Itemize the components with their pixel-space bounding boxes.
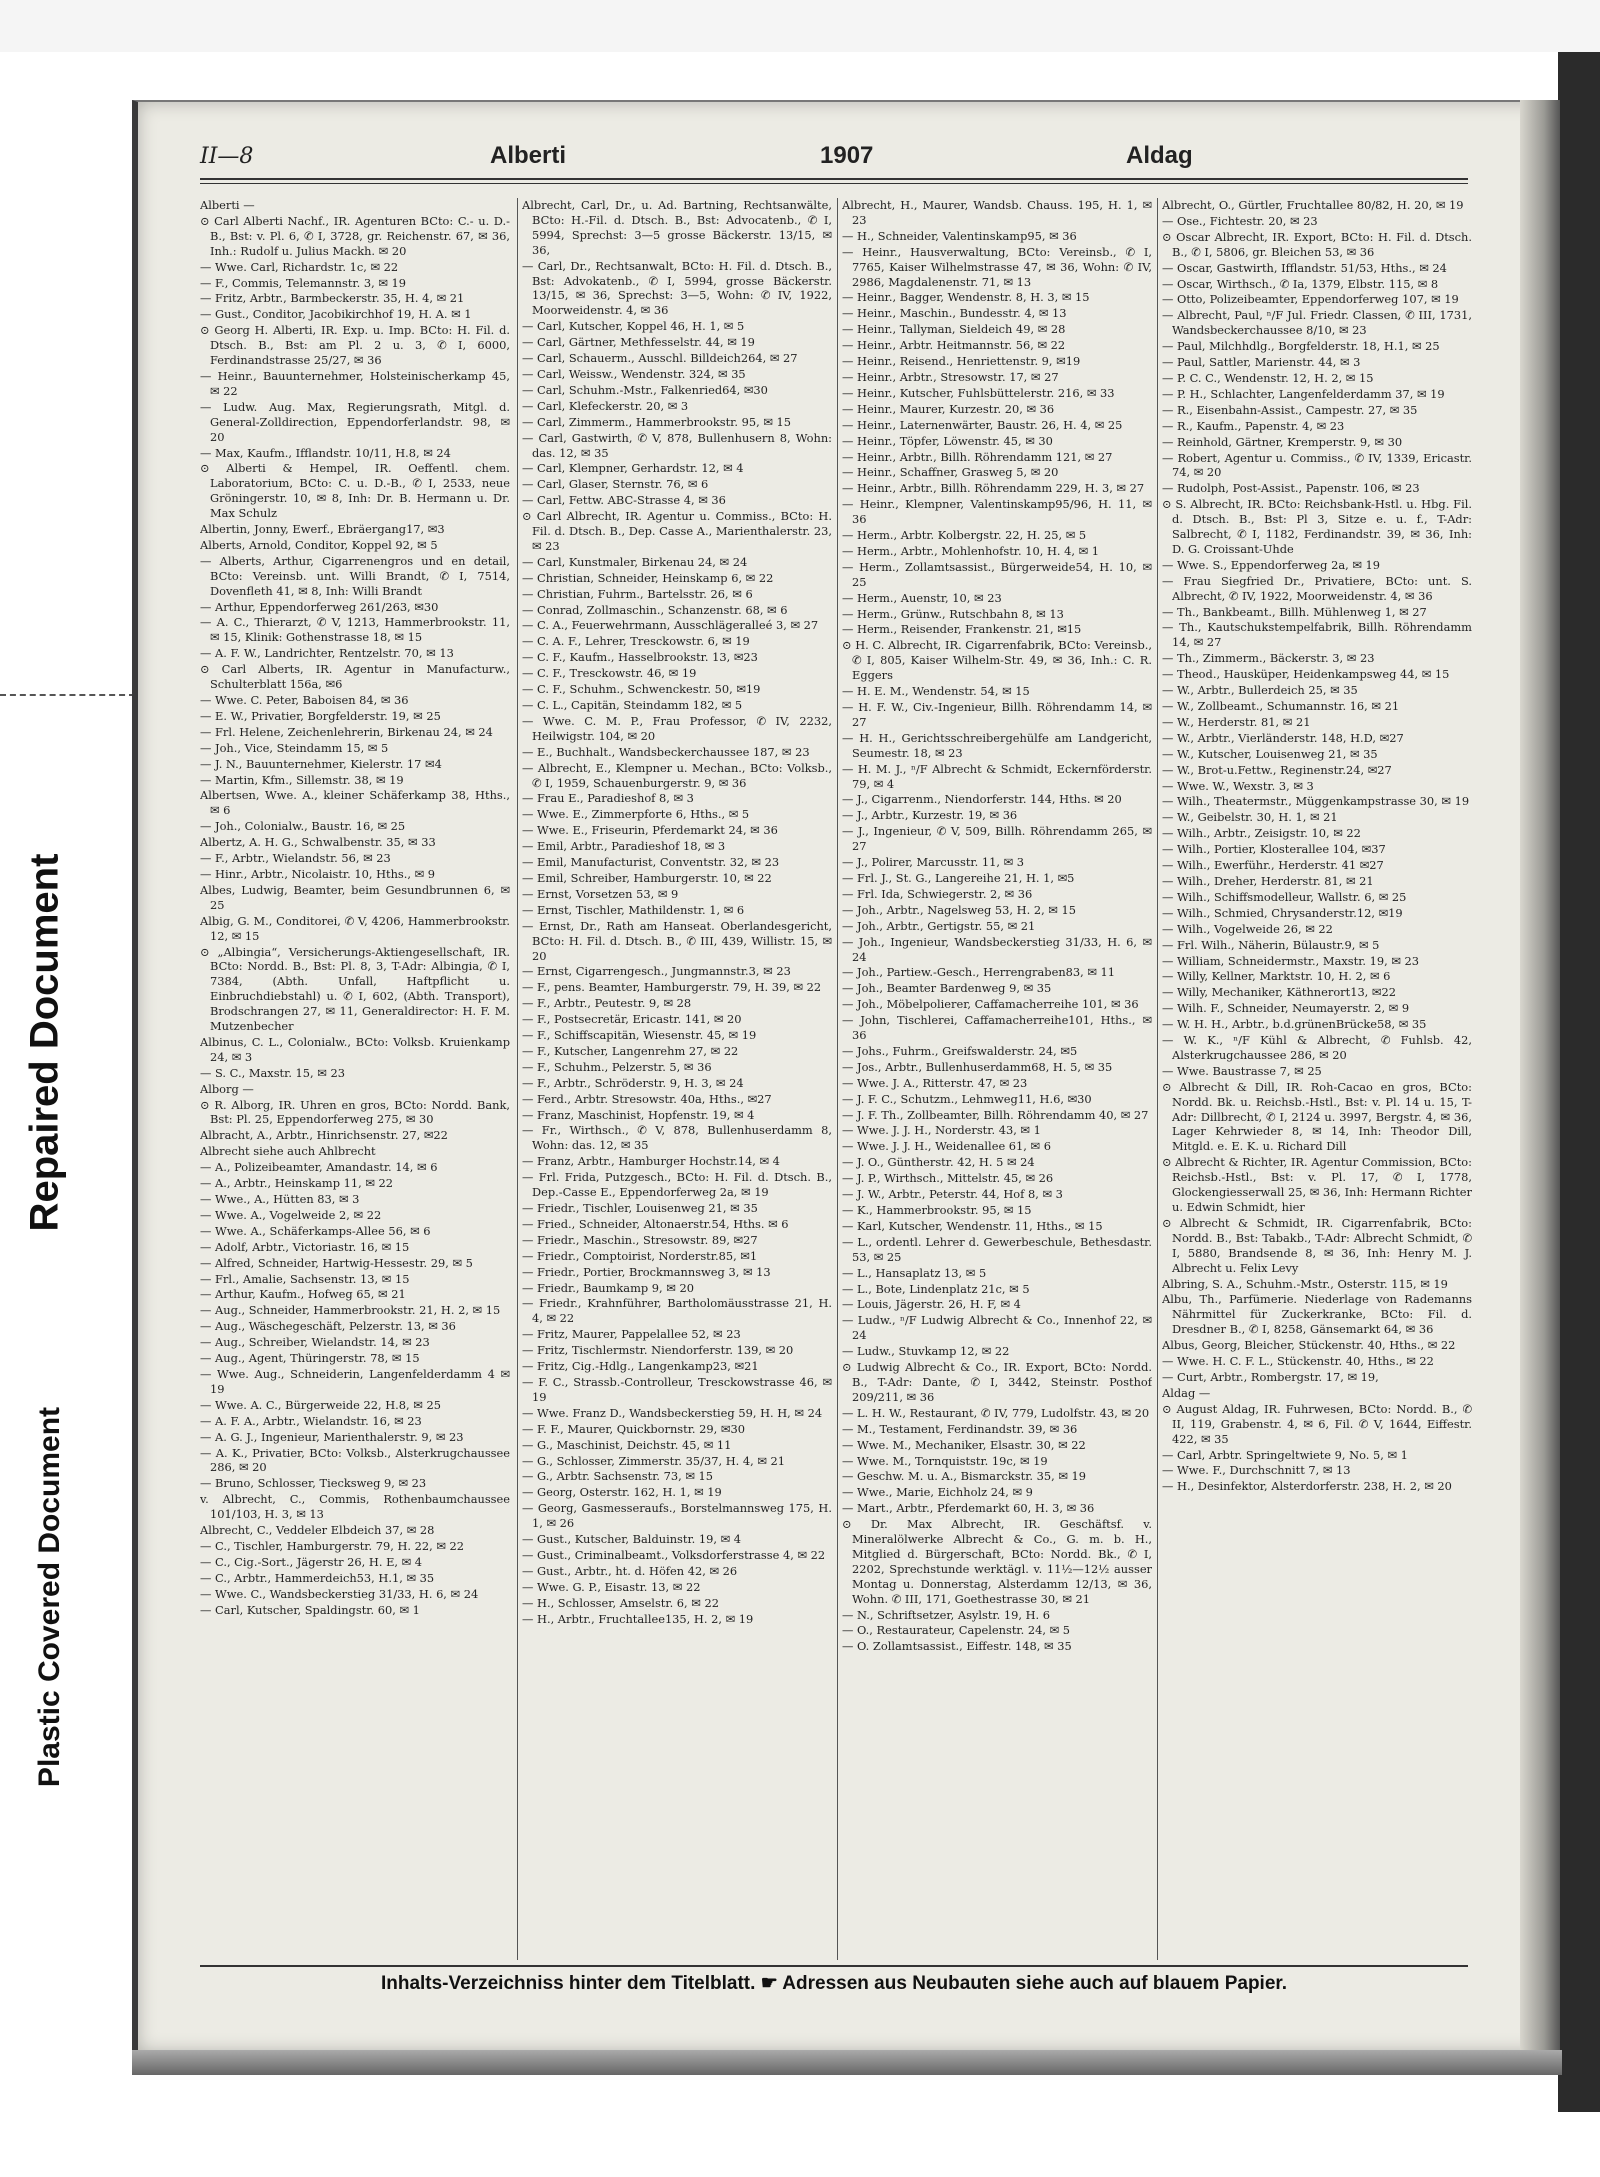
directory-entry: — F., Commis, Telemannstr. 3, ✉ 19 [200,275,407,290]
directory-entry: — Aug., Agent, Thüringerstr. 78, ✉ 15 [200,1351,420,1366]
directory-entry: — Heinr., Tallyman, Sieldeich 49, ✉ 28 [842,322,1066,337]
directory-entry: — O., Restaurateur, Capelenstr. 24, ✉ 5 [842,1623,1070,1638]
directory-entry: ⊙ H. C. Albrecht, IR. Cigarrenfabrik, BCto: Vereinsb., ✆ I, 805, Kaiser Wilhelm-Str. 49, ✉ 36, Inh.: C. R. Eggers [842,638,1152,683]
directory-entry: ⊙ Albrecht & Richter, IR. Agentur Commission, BCto: Reichsb.-Hstl., Bst: v. Pl. 17, ✆ I, 1778, Glockengiesserwall 25, ✉ 36, Inh: Hermann Richter u. Edwin Schmidt, hier [1162,1155,1472,1214]
directory-entry: — Fritz, Tischlermstr. Niendorferstr. 139, ✉ 20 [522,1343,794,1358]
scan-background-top [0,0,1600,52]
directory-entry: Albrecht, H., Maurer, Wandsb. Chauss. 195, H. 1, ✉ 23 [842,198,1152,227]
directory-entry: — Th., Kautschukstempelfabrik, Billh. Röhrendamm 14, ✉ 27 [1162,620,1472,650]
directory-entry: — Frl. Wilh., Näherin, Bülaustr.9, ✉ 5 [1162,937,1380,952]
directory-entry: — W., Kutscher, Louisenweg 21, ✉ 35 [1162,746,1378,761]
directory-entry: Albertz, A. H. G., Schwalbenstr. 35, ✉ 33 [200,835,436,850]
directory-entry: — Ernst, Dr., Rath am Hanseat. Oberlandesgericht, BCto: H. Fil. d. Dtsch. B., ✆ III, 439, Willistr. 15, ✉ 20 [522,918,832,963]
directory-entry: Albes, Ludwig, Beamter, beim Gesundbrunnen 6, ✉ 25 [200,882,510,912]
directory-entry: — A. F. W., Landrichter, Rentzelstr. 70, ✉ 13 [200,646,454,661]
directory-entry: — Heinr., Kutscher, Fuhlsbüttelerstr. 216, ✉ 33 [842,385,1115,400]
directory-entry: — Wwe. J. A., Ritterstr. 47, ✉ 23 [842,1075,1028,1090]
directory-entry: — Gust., Conditor, Jacobikirchhof 19, H. A. ✉ 1 [200,307,472,322]
directory-entry: — Ludw., Stuvkamp 12, ✉ 22 [842,1344,1010,1359]
directory-entry: — Arthur, Kaufm., Hofweg 65, ✉ 21 [200,1287,406,1302]
directory-entry: — L., Hansaplatz 13, ✉ 5 [842,1265,987,1280]
directory-entry: — Wwe., Marie, Eichholz 24, ✉ 9 [842,1485,1033,1500]
directory-entry: — Emil, Manufacturist, Conventstr. 32, ✉ 23 [522,855,780,870]
directory-entry: — Fr., Wirthsch., ✆ V, 878, Bullenhuserdamm 8, Wohn: das. 12, ✉ 35 [522,1123,832,1153]
directory-entry: — Alfred, Schneider, Hartwig-Hessestr. 29, ✉ 5 [200,1255,473,1270]
directory-entry: ⊙ Alberti & Hempel, IR. Oeffentl. chem. Laboratorium, BCto: C. u. D.-B., ✆ I, 2533, neue Gröningerstr. 10, ✉ 8, Inh: Dr. B. Hermann u. Dr. Max Schulz [200,461,510,521]
directory-entry: — Frl. Helene, Zeichenlehrerin, Birkenau 24, ✉ 24 [200,724,493,739]
directory-entry: — H. F. W., Civ.-Ingenieur, Billh. Röhrendamm 14, ✉ 27 [842,700,1152,729]
directory-entry: — Georg, Osterstr. 162, H. 1, ✉ 19 [522,1485,722,1500]
directory-entry: Albrecht, C., Veddeler Elbdeich 37, ✉ 28 [200,1523,435,1538]
directory-entry: — Albrecht, E., Klempner u. Mechan., BCto: Volksb., ✆ I, 1959, Schauenburgerstr. 9, ✉ 36 [522,760,832,790]
directory-entry: — Ernst, Cigarrengesch., Jungmannstr.3, ✉ 23 [522,964,791,979]
directory-entry: — Wilh., Vogelweide 26, ✉ 22 [1162,921,1333,936]
footer-rule [200,1965,1468,1967]
directory-entry: — Martin, Kfm., Sillemstr. 38, ✉ 19 [200,772,404,787]
directory-entry: — A., Polizeibeamter, Amandastr. 14, ✉ 6 [200,1160,438,1175]
directory-entry: — Heinr., Maschin., Bundesstr. 4, ✉ 13 [842,306,1067,321]
directory-entry: — F., Arbtr., Wielandstr. 56, ✉ 23 [200,851,391,866]
directory-entry: — G., Schlosser, Zimmerstr. 35/37, H. 4, ✉ 21 [522,1453,786,1468]
directory-entry: — Heinr., Arbtr., Billh. Röhrendamm 229, H. 3, ✉ 27 [842,481,1145,496]
directory-entry: — Frl., Amalie, Sachsenstr. 13, ✉ 15 [200,1271,410,1286]
directory-entry: — Oscar, Gastwirth, Ifflandstr. 51/53, Hths., ✉ 24 [1162,260,1447,275]
directory-entry: — F., Postsecretär, Ericastr. 141, ✉ 20 [522,1012,742,1027]
directory-entry: ⊙ Carl Albrecht, IR. Agentur u. Commiss., BCto: H. Fil. d. Dtsch. B., Dep. Casse A., Marienthalerstr. 23, ✉ 23 [522,509,832,553]
directory-entry: Albertsen, Wwe. A., kleiner Schäferkamp 38, Hths., ✉ 6 [200,788,510,818]
directory-entry: — Willy, Kellner, Marktstr. 10, H. 2, ✉ 6 [1162,969,1391,984]
directory-column-2 [522,198,832,1958]
directory-entry: — Carl, Kutscher, Koppel 46, H. 1, ✉ 5 [522,319,745,334]
directory-entry: ⊙ Ludwig Albrecht & Co., IR. Export, BCto: Nordd. B., T-Adr: Dante, ✆ I, 3442, Steinstr. Posthof 209/211, ✉ 36 [842,1360,1152,1404]
directory-entry: — C. F., Schuhm., Schwenckestr. 50, ✉19 [522,682,761,697]
label-plastic-covered-document: Plastic Covered Document [33,1406,66,1788]
directory-entry: — H., Schneider, Valentinskamp95, ✉ 36 [842,228,1077,243]
directory-entry: — Herm., Zollamtsassist., Bürgerweide54, H. 10, ✉ 25 [842,559,1152,589]
directory-entry: — Wwe. Aug., Schneiderin, Langenfelderdamm 4 ✉ 19 [200,1366,510,1396]
directory-entry: — Wwe. M., Mechaniker, Elsastr. 30, ✉ 22 [842,1437,1086,1452]
directory-entry: — F., Arbtr., Schröderstr. 9, H. 3, ✉ 24 [522,1075,744,1090]
directory-entry: — John, Tischlerei, Caffamacherreihe101, Hths., ✉ 36 [842,1013,1152,1043]
directory-entry: — Wwe. A., Schäferkamps-Allee 56, ✉ 6 [200,1223,431,1238]
directory-entry: — R., Eisenbahn-Assist., Campestr. 27, ✉ 35 [1162,402,1418,417]
directory-entry: — J., Polirer, Marcusstr. 11, ✉ 3 [842,855,1024,870]
directory-entry: — C., Tischler, Hamburgerstr. 79, H. 22, ✉ 22 [200,1538,465,1553]
directory-entry: — Ernst, Vorsetzen 53, ✉ 9 [522,886,679,901]
directory-entry: Alborg — [200,1081,254,1096]
directory-entry: — W., Zollbeamt., Schumannstr. 16, ✉ 21 [1162,699,1400,713]
directory-entry: — Fritz, Cig.-Hdlg., Langenkamp23, ✉21 [522,1359,759,1374]
directory-entry: — J. W., Arbtr., Peterstr. 44, Hof 8, ✉ 3 [842,1187,1063,1202]
directory-entry: — G., Maschinist, Deichstr. 45, ✉ 11 [522,1437,732,1452]
directory-column-1 [200,198,510,1958]
directory-entry: Albig, G. M., Conditorei, ✆ V, 4206, Hammerbrookstr. 12, ✉ 15 [200,913,510,943]
directory-entry: — N., Schriftsetzer, Asylstr. 19, H. 6 [842,1607,1051,1622]
directory-entry: — Friedr., Baumkamp 9, ✉ 20 [522,1280,694,1295]
directory-entry: — Wwe. E., Zimmerpforte 6, Hths., ✉ 5 [522,807,750,822]
directory-entry: — Bruno, Schlosser, Tiecksweg 9, ✉ 23 [200,1476,427,1491]
directory-entry: — Otto, Polizeibeamter, Eppendorferweg 107, ✉ 19 [1162,292,1459,307]
directory-entry: — Wwe. E., Friseurin, Pferdemarkt 24, ✉ 36 [522,823,778,838]
directory-entry: — Franz, Arbtr., Hamburger Hochstr.14, ✉ 4 [522,1154,780,1169]
directory-entry: — E., Buchhalt., Wandsbeckerchaussee 187, ✉ 23 [522,744,810,759]
directory-entry: — M., Testament, Ferdinandstr. 39, ✉ 36 [842,1421,1078,1436]
directory-entry: — Wwe. F., Durchschnitt 7, ✉ 13 [1162,1463,1351,1478]
directory-entry: — Wilh., Schiffsmodelleur, Wallstr. 6, ✉ 25 [1162,889,1407,904]
directory-entry: — Frau E., Paradieshof 8, ✉ 3 [522,791,694,806]
directory-entry: — Carl, Gärtner, Methfesselstr. 44, ✉ 19 [522,335,755,350]
directory-entry: — Heinr., Schaffner, Grasweg 5, ✉ 20 [842,465,1059,480]
directory-entry: — Carl, Weissw., Wendenstr. 324, ✉ 35 [522,366,746,381]
directory-entry: — Paul, Sattler, Marienstr. 44, ✉ 3 [1162,355,1361,370]
directory-entry: — Joh., Arbtr., Gertigstr. 55, ✉ 21 [842,918,1036,933]
header-year: 1907 [820,142,874,169]
directory-entry: — R., Kaufm., Papenstr. 4, ✉ 23 [1162,418,1345,433]
directory-entry: — Johs., Fuhrm., Greifswalderstr. 24, ✉5 [842,1043,1078,1058]
directory-entry: ⊙ S. Albrecht, IR. BCto: Reichsbank-Hstl. u. Hbg. Fil. d. Dtsch. B., Bst: Pl 3, Sitze e. u. f., T-Adr: Salbrecht, ✆ I, 1182, Ferdinandstr. 39, ✉ 36, Inh: D. G. Croissant-Uhde [1162,497,1472,556]
header-last-entry: Aldag [1126,142,1193,169]
directory-entry: — Heinr., Klempner, Valentinskamp95/96, H. 11, ✉ 36 [842,497,1152,527]
directory-entry: ⊙ August Aldag, IR. Fuhrwesen, BCto: Nordd. B., ✆ II, 119, Grabenstr. 4, ✉ 6, Fil. ✆ V, 1644, Eiffestr. 422, ✉ 35 [1162,1401,1472,1446]
directory-entry: — Wilh., Ewerführ., Herderstr. 41 ✉27 [1162,858,1384,873]
directory-entry: — W. H. H., Arbtr., b.d.grünenBrücke58, ✉ 35 [1162,1017,1427,1032]
directory-entry: — A., Arbtr., Heinskamp 11, ✉ 22 [200,1176,393,1191]
directory-entry: — Frau Siegfried Dr., Privatiere, BCto: unt. S. Albrecht, ✆ IV, 1922, Moorweidenstr. 4, ✉ 36 [1162,573,1472,603]
directory-entry: — Aug., Schreiber, Wielandstr. 14, ✉ 23 [200,1335,430,1350]
directory-entry: — Th., Bankbeamt., Billh. Mühlenweg 1, ✉ 27 [1162,604,1427,619]
directory-columns [200,198,1472,1958]
directory-entry: — L., Bote, Lindenplatz 21c, ✉ 5 [842,1281,1030,1296]
directory-entry: Alberts, Arnold, Conditor, Koppel 92, ✉ 5 [200,537,438,552]
directory-entry: ⊙ Carl Alberti Nachf., IR. Agenturen BCto: C.- u. D.-B., Bst: v. Pl. 6, ✆ I, 3728, gr. Reichenstr. 67, ✉ 36, Inh.: Rudolf u. Julius Mackh. ✉ 20 [200,213,510,258]
directory-entry: — Ernst, Tischler, Mathildenstr. 1, ✉ 6 [522,902,745,917]
directory-entry: — Friedr., Portier, Brockmannsweg 3, ✉ 13 [522,1264,771,1279]
directory-entry: — Franz, Maschinist, Hopfenstr. 19, ✉ 4 [522,1107,755,1122]
directory-entry: — Aug., Schneider, Hammerbrookstr. 21, H. 2, ✉ 15 [200,1303,501,1318]
directory-entry: — J. F. C., Schutzm., Lehmweg11, H.6, ✉30 [842,1091,1092,1106]
directory-entry: — F., Kutscher, Langenrehm 27, ✉ 22 [522,1043,739,1058]
directory-entry: — Oscar, Wirthsch., ✆ Ia, 1379, Elbstr. 115, ✉ 8 [1162,276,1439,291]
page-number: II—8 [200,144,254,169]
directory-entry: — Christian, Schneider, Heinskamp 6, ✉ 22 [522,570,774,585]
directory-entry: — Wwe. Baustrasse 7, ✉ 25 [1162,1063,1322,1078]
directory-entry: — Wwe. H. C. F. L., Stückenstr. 40, Hths., ✉ 22 [1162,1354,1434,1369]
directory-entry: — Wwe. G. P., Eisastr. 13, ✉ 22 [522,1579,701,1594]
directory-entry: — Carl, Zimmerm., Hammerbrookstr. 95, ✉ 15 [522,414,791,429]
directory-entry: — F. C., Strassb.-Controlleur, Tresckowstrasse 46, ✉ 19 [522,1374,832,1404]
directory-entry: — F., pens. Beamter, Hamburgerstr. 79, H. 39, ✉ 22 [522,980,822,995]
directory-entry: — G., Arbtr. Sachsenstr. 73, ✉ 15 [522,1469,714,1484]
directory-entry: — Joh., Ingenieur, Wandsbeckerstieg 31/33, H. 6, ✉ 24 [842,934,1152,964]
directory-entry: — Heinr., Bagger, Wendenstr. 8, H. 3, ✉ 15 [842,290,1090,305]
directory-entry: — H., Schlosser, Amselstr. 6, ✉ 22 [522,1595,719,1610]
directory-entry: ⊙ R. Alborg, IR. Uhren en gros, BCto: Nordd. Bank, Bst: Pl. 25, Eppendorferweg 275, ✉ 30 [200,1097,510,1127]
directory-entry: — L. H. W., Restaurant, ✆ IV, 779, Ludolfstr. 43, ✉ 20 [842,1405,1150,1420]
directory-entry: — W., Arbtr., Vierländerstr. 148, H.D, ✉27 [1162,730,1404,745]
directory-entry: — Frl. Ida, Schwiegerstr. 2, ✉ 36 [842,886,1033,901]
directory-entry: — Paul, Milchhdlg., Borgfelderstr. 18, H.1, ✉ 25 [1162,339,1440,354]
directory-entry: — Wwe. S., Eppendorferweg 2a, ✉ 19 [1162,557,1381,572]
directory-entry: — W., Geibelstr. 30, H. 1, ✉ 21 [1162,810,1338,825]
directory-entry: ⊙ Carl Alberts, IR. Agentur in Manufacturw., Schulterblatt 156a, ✉6 [200,662,510,692]
directory-entry: Albrecht, O., Gürtler, Fruchtallee 80/82, H. 20, ✉ 19 [1162,198,1464,212]
directory-entry: ⊙ „Albingia“, Versicherungs-Aktiengesellschaft, IR. BCto: Nordd. B., Bst: Pl. 8, 3, T-Adr: Albingia, ✆ I, 7384, (Abth. Unfall, Haftpflicht u. Einbruchdiebstahl) u. ✆ I, 602, (Abth. Transport), Brodschrangen 27, ✉ 11, Generaldirector: H. F. M. Mutzenbecher [200,944,510,1034]
directory-column-3 [842,198,1152,1958]
directory-entry: — Joh., Arbtr., Nagelsweg 53, H. 2, ✉ 15 [842,902,1076,917]
directory-entry: — L., ordentl. Lehrer d. Gewerbeschule, Bethesdastr. 53, ✉ 25 [842,1234,1152,1264]
directory-entry: — Reinhold, Gärtner, Kremperstr. 9, ✉ 30 [1162,434,1403,449]
directory-entry: — Curt, Arbtr., Rombergstr. 17, ✉ 19, [1162,1369,1379,1384]
directory-entry: Albracht, A., Arbtr., Hinrichsenstr. 27, ✉22 [200,1128,448,1143]
directory-entry: — Aug., Wäschegeschäft, Pelzerstr. 13, ✉ 36 [200,1319,456,1334]
header-rule-thin [200,183,1468,184]
directory-entry: — Carl, Glaser, Sternstr. 76, ✉ 6 [522,477,709,492]
directory-entry: ⊙ Georg H. Alberti, IR. Exp. u. Imp. BCto: H. Fil. d. Dtsch. B., Bst: am Pl. 2 u. 3, ✆ I, 6000, Ferdinandstrasse 25/27, ✉ 36 [200,323,510,368]
directory-entry: — Robert, Agentur u. Commiss., ✆ IV, 1339, Ericastr. 74, ✉ 20 [1162,450,1472,480]
directory-entry: Alberti — [200,198,255,212]
directory-entry: — Heinr., Arbtr., Billh. Röhrendamm 121, ✉ 27 [842,449,1113,464]
directory-entry: — Frl. J., St. G., Langereihe 21, H. 1, ✉5 [842,870,1075,885]
directory-entry: Albus, Georg, Bleicher, Stückenstr. 40, Hths., ✉ 22 [1162,1338,1456,1353]
directory-entry: — E. W., Privatier, Borgfelderstr. 19, ✉ 25 [200,708,441,723]
directory-entry: — Heinr., Hausverwaltung, BCto: Vereinsb., ✆ I, 7765, Kaiser Wilhelmstrasse 47, ✉ 36, Wohn: ✆ IV, 2986, Magdalenenstr. 71, ✉ 13 [842,244,1152,289]
directory-entry: — P. C. C., Wendenstr. 12, H. 2, ✉ 15 [1162,370,1374,385]
label-repaired-document: Repaired Document [22,853,67,1232]
directory-entry: — J. O., Güntherstr. 42, H. 5 ✉ 24 [842,1155,1035,1170]
directory-entry: — Ferd., Arbtr. Stresowstr. 40a, Hths., ✉27 [522,1091,772,1106]
directory-entry: ⊙ Albrecht & Dill, IR. Roh-Cacao en gros, BCto: Nordd. Bk. u. Reichsb.-Hstl., Bst: v. Pl. 14 u. 15, T-Adr: Dillbrecht, ✆ I, 2124 u. 3997, Bergstr. 4, ✉ 36, Lager Kehrwieder 8, ✉ 14, Inh: Theodor Dill, Mitgld. e. E. K. u. Richard Dill [1162,1079,1472,1154]
directory-entry: Albu, Th., Parfümerie. Niederlage von Rademanns Nährmittel für Zuckerkranke, BCto: Fil. d. Dresdner B., ✆ I, 8258, Gänsemarkt 64, ✉ 36 [1162,1292,1472,1337]
directory-entry: — Carl, Schuhm.-Mstr., Falkenried64, ✉30 [522,382,768,397]
directory-entry: — Gust., Arbtr., ht. d. Höfen 42, ✉ 26 [522,1563,738,1578]
directory-entry: — A. C., Thierarzt, ✆ V, 1213, Hammerbrookstr. 11, ✉ 15, Klinik: Gothenstrasse 18, ✉ 15 [200,615,510,645]
directory-entry: Aldag — [1162,1385,1211,1400]
directory-entry: — Heinr., Maurer, Kurzestr. 20, ✉ 36 [842,401,1055,416]
directory-entry: ⊙ Oscar Albrecht, IR. Export, BCto: H. Fil. d. Dtsch. B., ✆ I, 5806, gr. Bleichen 53, ✉ 36 [1162,229,1472,259]
directory-entry: — Wwe. Franz D., Wandsbeckerstieg 59, H. H, ✉ 24 [522,1405,823,1420]
directory-entry: — C. A., Feuerwehrmann, Ausschlägeralleé 3, ✉ 27 [522,618,819,633]
directory-entry: — Joh., Vice, Steindamm 15, ✉ 5 [200,740,389,755]
directory-entry: — Georg, Gasmesseraufs., Borstelmannsweg 175, H. 1, ✉ 26 [522,1501,832,1531]
directory-entry: — Wwe. Carl, Richardstr. 1c, ✉ 22 [200,259,399,274]
directory-entry: — Max, Kaufm., Ifflandstr. 10/11, H.8, ✉ 24 [200,445,451,460]
directory-entry: — Carl, Klefeckerstr. 20, ✉ 3 [522,398,689,413]
directory-entry: — Theod., Hausküper, Heidenkampsweg 44, ✉ 15 [1162,667,1450,682]
directory-entry: — Rudolph, Post-Assist., Papenstr. 106, ✉ 23 [1162,481,1420,496]
directory-entry: — C. L., Capitän, Steindamm 182, ✉ 5 [522,698,743,712]
directory-entry: — Alberts, Arthur, Cigarrenengros und en detail, BCto: Vereinsb. unt. Willi Brandt, ✆ I, 7514, Dovenfleth 41, ✉ 8, Inh: Willi Brandt [200,553,510,598]
directory-entry: — Carl, Kutscher, Spaldingstr. 60, ✉ 1 [200,1602,420,1617]
directory-entry: — C. F., Kaufm., Hasselbrookstr. 13, ✉23 [522,650,758,665]
directory-entry: — Herm., Auenstr, 10, ✉ 23 [842,590,1002,605]
directory-entry: — Fried., Schneider, Altonaerstr.54, Hths. ✉ 6 [522,1216,789,1231]
directory-entry: — Wwe. C. Peter, Baboisen 84, ✉ 36 [200,693,409,707]
directory-entry: — H. M. J., ⁿ/F Albrecht & Schmidt, Eckernförderstr. 79, ✉ 4 [842,761,1152,791]
directory-entry: — H., Arbtr., Fruchtallee135, H. 2, ✉ 19 [522,1611,754,1626]
directory-entry: — Wwe. W., Wexstr. 3, ✉ 3 [1162,778,1314,793]
directory-entry: — Wilh. F., Schneider, Neumayerstr. 2, ✉ 9 [1162,1001,1410,1016]
directory-entry: — H. E. M., Wendenstr. 54, ✉ 15 [842,684,1030,699]
directory-entry: — Adolf, Arbtr., Victoriastr. 16, ✉ 15 [200,1239,410,1254]
directory-entry: — Herm., Arbtr., Mohlenhofstr. 10, H. 4, ✉ 1 [842,543,1100,558]
directory-entry: — Heinr., Bauunternehmer, Holsteinischerkamp 45, ✉ 22 [200,368,510,398]
directory-entry: — Wilh., Portier, Klosterallee 104, ✉37 [1162,842,1386,857]
directory-entry: — J. F. Th., Zollbeamter, Billh. Röhrendamm 40, ✉ 27 [842,1107,1149,1122]
directory-entry: — W., Arbtr., Bullerdeich 25, ✉ 35 [1162,683,1358,698]
directory-entry: — C. F., Tresckowstr. 46, ✉ 19 [522,666,697,681]
directory-entry: — J., Ingenieur, ✆ V, 509, Billh. Röhrendamm 265, ✉ 27 [842,824,1152,854]
directory-entry: — C., Arbtr., Hammerdeich53, H.1, ✉ 35 [200,1570,435,1585]
directory-entry: — Heinr., Arbtr., Stresowstr. 17, ✉ 27 [842,369,1059,384]
directory-entry: — Conrad, Zollmaschin., Schanzenstr. 68, ✉ 6 [522,602,788,617]
directory-entry: — Friedr., Tischler, Louisenweg 21, ✉ 35 [522,1201,758,1215]
directory-entry: — Ludw. Aug. Max, Regierungsrath, Mitgl. d. General-Zolldirection, Eppendorferlandstr. 98, ✉ 20 [200,399,510,444]
directory-entry: — Louis, Jägerstr. 26, H. F, ✉ 4 [842,1297,1021,1312]
directory-entry: — Carl, Fettw. ABC-Strasse 4, ✉ 36 [522,493,726,508]
page-bottom-edge [132,2050,1562,2075]
directory-entry: — Wwe. C. M. P., Frau Professor, ✆ IV, 2232, Heilwigstr. 104, ✉ 20 [522,713,832,743]
directory-entry: — Carl, Schauerm., Ausschl. Billdeich264, ✉ 27 [522,351,798,366]
directory-entry: — J., Arbtr., Kurzestr. 19, ✉ 36 [842,808,1018,823]
directory-entry: — Fritz, Maurer, Pappelallee 52, ✉ 23 [522,1327,741,1342]
directory-entry: — Wilh., Theatermstr., Müggenkampstrasse 30, ✉ 19 [1162,794,1470,809]
directory-entry: — Wwe. C., Wandsbeckerstieg 31/33, H. 6, ✉ 24 [200,1586,479,1601]
directory-column-4 [1162,198,1472,1958]
directory-entry: — Jos., Arbtr., Bullenhuserdamm68, H. 5, ✉ 35 [842,1059,1113,1074]
directory-entry: — Wwe. J. J. H., Norderstr. 43, ✉ 1 [842,1123,1041,1138]
directory-entry: — Geschw. M. u. A., Bismarckstr. 35, ✉ 19 [842,1469,1087,1484]
directory-entry: — C., Cig.-Sort., Jägerstr 26, H. E, ✉ 4 [200,1554,423,1569]
directory-entry: — Wwe. M., Tornquiststr. 19c, ✉ 19 [842,1453,1048,1468]
directory-entry: — Willy, Mechaniker, Käthnerort13, ✉22 [1162,985,1396,1000]
directory-entry: — W., Herderstr. 81, ✉ 21 [1162,714,1311,729]
directory-entry: — Heinr., Laternenwärter, Baustr. 26, H. 4, ✉ 25 [842,417,1123,432]
directory-entry: — Th., Zimmerm., Bäckerstr. 3, ✉ 23 [1162,651,1375,666]
directory-entry: — Carl, Gastwirth, ✆ V, 878, Bullenhusern 8, Wohn: das. 12, ✉ 35 [522,430,832,460]
directory-entry: — Joh., Möbelpolierer, Caffamacherreihe 101, ✉ 36 [842,997,1139,1012]
directory-entry: Albertin, Jonny, Ewerf., Ebräergang17, ✉3 [200,522,445,537]
directory-entry: — Wwe., A., Hütten 83, ✉ 3 [200,1192,360,1206]
directory-entry: — Emil, Schreiber, Hamburgerstr. 10, ✉ 22 [522,870,772,885]
page-gutter [1520,100,1560,2050]
directory-entry: — P. H., Schlachter, Langenfelderdamm 37, ✉ 19 [1162,386,1445,401]
directory-entry: — Hinr., Arbtr., Nicolaistr. 10, Hths., ✉ 9 [200,866,436,881]
directory-entry: — Joh., Colonialw., Baustr. 16, ✉ 25 [200,819,406,834]
directory-entry: — Gust., Kutscher, Balduinstr. 19, ✉ 4 [522,1532,742,1547]
directory-entry: — Arthur, Eppendorferweg 261/263, ✉30 [200,599,439,614]
header-rule [200,178,1468,180]
directory-entry: — A. G. J., Ingenieur, Marienthalerstr. 9, ✉ 23 [200,1429,464,1444]
directory-entry: — Heinr., Arbtr. Heitmannstr. 56, ✉ 22 [842,338,1066,353]
directory-entry: — Carl, Dr., Rechtsanwalt, BCto: H. Fil. d. Dtsch. B., Bst: Advokatenb., ✆ I, 5994, grosse Bäckerstr. 13/15, ✉ 36, Sprechst: 3—5, Wohn: ✆ IV, 1922, Moorweidenstr. 4, ✉ 36 [522,258,832,318]
directory-entry: — Friedr., Comptoirist, Norderstr.85, ✉1 [522,1248,758,1263]
directory-entry: Albring, S. A., Schuhm.-Mstr., Osterstr. 115, ✉ 19 [1162,1276,1448,1291]
directory-entry: — A. F. A., Arbtr., Wielandstr. 16, ✉ 23 [200,1413,422,1428]
directory-entry: — F., Schiffscapitän, Wiesenstr. 45, ✉ 19 [522,1028,757,1043]
directory-entry: — S. C., Maxstr. 15, ✉ 23 [200,1065,345,1080]
directory-entry: — Friedr., Maschin., Stresowstr. 89, ✉27 [522,1232,758,1247]
directory-entry: — Wilh., Dreher, Herderstr. 81, ✉ 21 [1162,873,1374,888]
directory-entry: — Herm., Reisender, Frankenstr. 21, ✉15 [842,622,1082,637]
scan-dark-margin [1558,52,1600,2112]
directory-entry: — Friedr., Krahnführer, Bartholomäusstrasse 21, H. 4, ✉ 22 [522,1296,832,1326]
directory-entry: — Mart., Arbtr., Pferdemarkt 60, H. 3, ✉ 36 [842,1501,1095,1516]
directory-entry: — J. P., Wirthsch., Mittelstr. 45, ✉ 26 [842,1171,1054,1186]
header-first-entry: Alberti [490,142,567,169]
directory-entry: — Christian, Fuhrm., Bartelsstr. 26, ✉ 6 [522,586,753,601]
directory-entry: — Albrecht, Paul, ⁿ/F Jul. Friedr. Classen, ✆ III, 1731, Wandsbeckerchaussee 8/10, ✉ 23 [1162,308,1472,338]
directory-entry: — Ose., Fichtestr. 20, ✉ 23 [1162,213,1318,228]
directory-entry: — Joh., Beamter Bardenweg 9, ✉ 35 [842,981,1052,996]
directory-entry: — C. A. F., Lehrer, Tresckowstr. 6, ✉ 19 [522,634,750,649]
directory-entry: — H. H., Gerichtsschreibergehülfe am Landgericht, Seumestr. 18, ✉ 23 [842,730,1152,760]
directory-entry: — Carl, Klempner, Gerhardstr. 12, ✉ 4 [522,461,744,476]
directory-entry: — Wilh., Schmied, Chrysanderstr.12, ✉19 [1162,905,1403,920]
directory-entry: — Wilh., Arbtr., Zeisigstr. 10, ✉ 22 [1162,826,1361,841]
directory-entry: — Karl, Kutscher, Wendenstr. 11, Hths., ✉ 15 [842,1218,1103,1233]
directory-entry: — Emil, Arbtr., Paradieshof 18, ✉ 3 [522,839,726,854]
directory-entry: — K., Hammerbrookstr. 95, ✉ 15 [842,1203,1032,1217]
directory-entry: Albinus, C. L., Colonialw., BCto: Volksb. Kruienkamp 24, ✉ 3 [200,1034,510,1064]
directory-entry: — Heinr., Töpfer, Löwenstr. 45, ✉ 30 [842,433,1053,448]
directory-entry: — Joh., Partiew.-Gesch., Herrengraben83, ✉ 11 [842,965,1116,980]
directory-entry: — Gust., Criminalbeamt., Volksdorferstrasse 4, ✉ 22 [522,1547,826,1562]
directory-entry: Albrecht siehe auch Ahlbrecht [200,1144,376,1159]
directory-entry: — Carl, Arbtr. Springeltwiete 9, No. 5, ✉ 1 [1162,1447,1408,1462]
directory-entry: v. Albrecht, C., Commis, Rothenbaumchaussee 101/103, H. 3, ✉ 13 [200,1492,510,1522]
directory-entry: — O. Zollamtsassist., Eiffestr. 148, ✉ 35 [842,1639,1072,1654]
directory-entry: — Wwe. A. C., Bürgerweide 22, H.8, ✉ 25 [200,1397,441,1412]
footer-note: Inhalts-Verzeichniss hinter dem Titelblatt. ☛ Adressen aus Neubauten siehe auch auf blauem Papier. [380,1973,1288,1994]
directory-entry: — Fritz, Arbtr., Barmbeckerstr. 35, H. 4, ✉ 21 [200,291,465,306]
directory-entry: ⊙ Albrecht & Schmidt, IR. Cigarrenfabrik, BCto: Nordd. B., Bst: Tabakb., T-Adr: Albrecht Schmidt, ✆ I, 5880, Brandsende 8, ✉ 36, Inh: Henry M. J. Albrecht u. Felix Levy [1162,1215,1472,1275]
directory-entry: — Frl. Frida, Putzgesch., BCto: H. Fil. d. Dtsch. B., Dep.-Casse E., Eppendorferweg 2a, ✉ 19 [522,1170,832,1200]
directory-entry: — J., Cigarrenm., Niendorferstr. 144, Hths. ✉ 20 [842,792,1122,807]
directory-entry: ⊙ Dr. Max Albrecht, IR. Geschäftsf. v. Mineralölwerke Albrecht & Co., G. m. b. H., Mitglied d. Bürgerschaft, BCto: Nordd. Bk., ✆ I, 2202, Sprechstunde werktägl. v. 11½—12½ ausser Montag u. Donnerstag, Alsterdamm 12/13, ✉ 36, Wohn. ✆ III, 171, Goethestrasse 30, ✉ 21 [842,1517,1152,1606]
directory-entry: — W. K., ⁿ/F Kühl & Albrecht, ✆ Fuhlsb. 42, Alsterkrugchaussee 286, ✉ 20 [1162,1033,1472,1062]
directory-entry: — Carl, Kunstmaler, Birkenau 24, ✉ 24 [522,554,748,569]
directory-entry: — F., Arbtr., Peutestr. 9, ✉ 28 [522,996,692,1011]
directory-entry: — William, Schneidermstr., Maxstr. 19, ✉ 23 [1162,953,1420,968]
directory-entry: — Ludw., ⁿ/F Ludwig Albrecht & Co., Innenhof 22, ✉ 24 [842,1313,1152,1343]
directory-entry: — Herm., Grünw., Rutschbahn 8, ✉ 13 [842,606,1064,621]
dashed-separator [0,694,135,696]
directory-entry: Albrecht, Carl, Dr., u. Ad. Bartning, Rechtsanwälte, BCto: H.-Fil. d. Dtsch. B., Bst: Advocatenb., ✆ I, 5994, Sprechst: 3—5 grosse Bäckerstr. 13/15, ✉ 36, [522,198,832,257]
directory-entry: — J. N., Bauunternehmer, Kielerstr. 17 ✉4 [200,756,442,771]
directory-entry: — Wwe. J. J. H., Weidenallee 61, ✉ 6 [842,1139,1051,1154]
directory-entry: — Heinr., Reisend., Henriettenstr. 9, ✉19 [842,354,1081,369]
directory-entry: — Wwe. A., Vogelweide 2, ✉ 22 [200,1207,382,1222]
directory-entry: — A. K., Privatier, BCto: Volksb., Alsterkrugchaussee 286, ✉ 20 [200,1445,510,1475]
directory-entry: — H., Desinfektor, Alsterdorferstr. 238, H. 2, ✉ 20 [1162,1479,1452,1494]
directory-entry: — W., Brot-u.Fettw., Reginenstr.24, ✉27 [1162,762,1392,777]
directory-entry: — F. F., Maurer, Quickbornstr. 29, ✉30 [522,1421,745,1436]
directory-entry: — Herm., Arbtr. Kolbergstr. 22, H. 25, ✉ 5 [842,528,1087,543]
directory-entry: — F., Schuhm., Pelzerstr. 5, ✉ 36 [522,1059,712,1074]
page-header [200,140,1480,180]
